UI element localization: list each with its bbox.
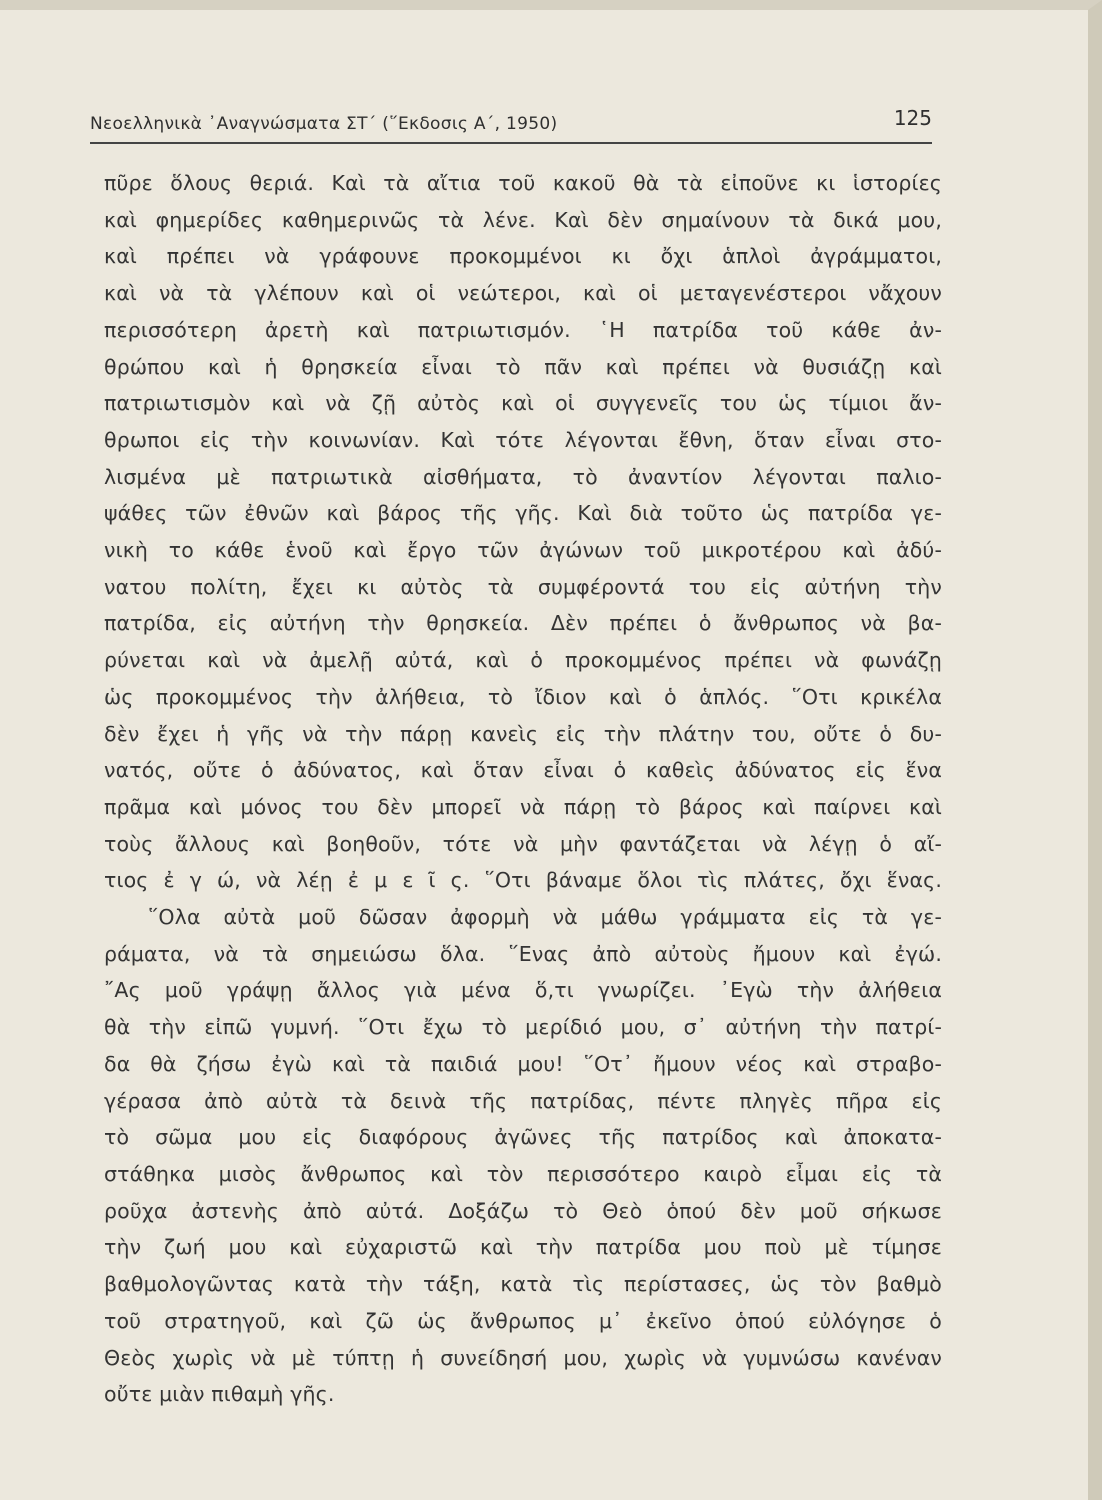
text-line: ῞Ολα αὐτὰ μοῦ δῶσαν ἀφορμὴ νὰ μάθω γράμματα εἰς τὰ γε- [148,905,942,930]
text-line: τὴν ζωή μου καὶ εὐχαριστῶ καὶ τὴν πατρίδα μου ποὺ μὲ τίμησε [104,1235,942,1260]
paragraph-1 [104,165,942,899]
text-line: θρωποι εἰς τὴν κοινωνίαν. Καὶ τότε λέγονται ἔθνη, ὅταν εἶναι στο- [104,427,942,452]
text-line: περισσότερη ἀρετὴ καὶ πατριωτισμόν. ῾Η πατρίδα τοῦ κάθε ἀν- [104,317,942,342]
body-text [104,165,942,1413]
running-header [90,102,932,144]
text-line: ῎Ας μοῦ γράψῃ ἄλλος γιὰ μένα ὅ,τι γνωρίζει. ᾿Εγὼ τὴν ἀλήθεια [104,978,942,1003]
header-title: Νεοελληνικὰ ᾿Αναγνώσματα ΣΤ΄ (῞Εκδοσις Α΄, 1950) [90,114,558,134]
text-line: τοὺς ἄλλους καὶ βοηθοῦν, τότε νὰ μὴν φαντάζεται νὰ λέγῃ ὁ αἴ- [104,831,942,856]
text-line: καὶ φημερίδες καθημερινῶς τὰ λένε. Καὶ δὲν σημαίνουν τὰ δικά μου, [104,207,942,232]
text-line: πρᾶμα καὶ μόνος του δὲν μπορεῖ νὰ πάρῃ τὸ βάρος καὶ παίρνει καὶ [104,794,942,819]
text-line: τὸ σῶμα μου εἰς διαφόρους ἀγῶνες τῆς πατρίδος καὶ ἀποκατα- [104,1125,942,1150]
text-line: τιος ἐ γ ώ, νὰ λέῃ ἐ μ ε ῖ ς. ῞Οτι βάναμε ὅλοι τὶς πλάτες, ὄχι ἕνας. [104,868,942,893]
text-line: ράματα, νὰ τὰ σημειώσω ὅλα. ῞Ενας ἀπὸ αὐτοὺς ἤμουν καὶ ἐγώ. [104,941,942,966]
text-line: θρώπου καὶ ἡ θρησκεία εἶναι τὸ πᾶν καὶ πρέπει νὰ θυσιάζῃ καὶ [104,354,942,379]
text-line: στάθηκα μισὸς ἄνθρωπος καὶ τὸν περισσότερο καιρὸ εἶμαι εἰς τὰ [104,1161,942,1186]
text-line: λισμένα μὲ πατριωτικὰ αἰσθήματα, τὸ ἀναντίον λέγονται παλιο- [104,464,942,489]
text-line: πῦρε ὅλους θεριά. Καὶ τὰ αἴτια τοῦ κακοῦ θὰ τὰ εἰποῦνε κι ἱστορίες [104,171,942,195]
text-line: ψάθες τῶν ἐθνῶν καὶ βάρος τῆς γῆς. Καὶ διὰ τοῦτο ὡς πατρίδα γε- [104,501,942,526]
text-line: θὰ τὴν εἰπῶ γυμνή. ῞Οτι ἔχω τὸ μερίδιό μου, σ᾿ αὐτήνη τὴν πατρί- [104,1015,942,1040]
text-line: ρύνεται καὶ νὰ ἀμελῇ αὐτά, καὶ ὁ προκομμένος πρέπει νὰ φωνάζῃ [104,648,942,673]
text-line: νατου πολίτη, ἔχει κι αὐτὸς τὰ συμφέροντά του εἰς αὐτήνη τὴν [104,574,942,599]
text-line: Θεὸς χωρὶς νὰ μὲ τύπτῃ ἡ συνείδησή μου, χωρὶς νὰ γυμνώσω κανέναν [104,1345,942,1370]
paragraph-2 [104,899,942,1413]
text-line: πατριωτισμὸν καὶ νὰ ζῇ αὐτὸς καὶ οἱ συγγενεῖς του ὡς τίμιοι ἄν- [104,391,942,416]
text-line: δα θὰ ζήσω ἐγὼ καὶ τὰ παιδιά μου! ῞Οτ᾿ ἤμουν νέος καὶ στραβο- [104,1051,942,1076]
text-line: καὶ πρέπει νὰ γράφουνε προκομμένοι κι ὄχι ἁπλοὶ ἀγράμματοι, [104,244,942,269]
text-line: νατός, οὔτε ὁ ἀδύνατος, καὶ ὅταν εἶναι ὁ καθεὶς ἀδύνατος εἰς ἕνα [104,758,942,783]
text-line: ὡς προκομμένος τὴν ἀλήθεια, τὸ ἴδιον καὶ ὁ ἁπλός. ῞Οτι κρικέλα [104,684,942,709]
text-line: γέρασα ἀπὸ αὐτὰ τὰ δεινὰ τῆς πατρίδας, πέντε πληγὲς πῆρα εἰς [104,1088,942,1113]
text-line: πατρίδα, εἰς αὐτήνη τὴν θρησκεία. Δὲν πρέπει ὁ ἄνθρωπος νὰ βα- [104,611,942,636]
text-line: δὲν ἔχει ἡ γῆς νὰ τὴν πάρῃ κανεὶς εἰς τὴν πλάτην του, οὔτε ὁ δυ- [104,721,942,746]
text-line: νικὴ το κάθε ἑνοῦ καὶ ἔργο τῶν ἀγώνων τοῦ μικροτέρου καὶ ἀδύ- [104,538,942,563]
text-line: καὶ νὰ τὰ γλέπουν καὶ οἱ νεώτεροι, καὶ οἱ μεταγενέστεροι νἄχουν [104,281,942,306]
text-line: ροῦχα ἀστενὴς ἀπὸ αὐτά. Δοξάζω τὸ Θεὸ ὁπού δὲν μοῦ σήκωσε [104,1198,942,1223]
text-line: βαθμολογῶντας κατὰ τὴν τάξη, κατὰ τὶς περίστασες, ὡς τὸν βαθμὸ [104,1272,942,1297]
page-number: 125 [893,106,932,130]
text-line: οὔτε μιὰν πιθαμὴ γῆς. [104,1382,335,1407]
text-line: τοῦ στρατηγοῦ, καὶ ζῶ ὡς ἄνθρωπος μ᾿ ἐκεῖνο ὁπού εὐλόγησε ὁ [104,1308,942,1333]
